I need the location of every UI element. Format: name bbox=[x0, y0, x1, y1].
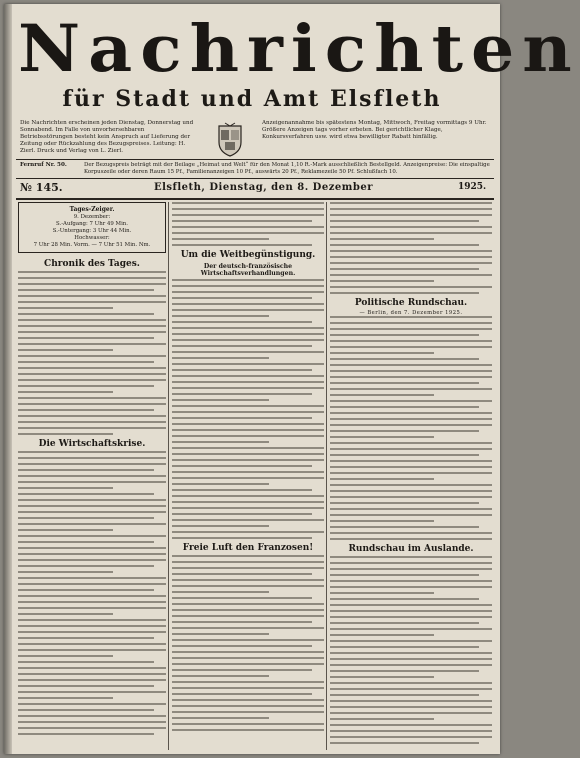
article-text bbox=[172, 202, 324, 246]
subscription-info: Der Bezugspreis beträgt mit der Beilage „Heimat und Welt“ für den Monat 1,10 R.-Mark ausschließlich Bestellgeld. Anzeigenpreise: Die einspaltige Korpuszeile oder deren Raum 15 Pf., Familienanzeigen 10 Pf., auswärts 20 Pf., Reklamezeile 50 Pf. Schlußfach 10. bbox=[84, 162, 490, 175]
divider bbox=[16, 198, 494, 200]
coat-of-arms-icon bbox=[216, 122, 244, 158]
masthead-title: Nachrichten bbox=[18, 11, 580, 88]
section-heading: Chronik des Tages. bbox=[44, 259, 140, 269]
article-text bbox=[18, 271, 166, 435]
section-heading: Um die Weitbegünstigung. bbox=[180, 250, 316, 260]
issue-number: № 145. bbox=[20, 181, 63, 194]
article-text bbox=[330, 316, 492, 540]
column-separator bbox=[326, 202, 327, 750]
newspaper-page bbox=[4, 4, 580, 754]
box-date: 9. Dezember: bbox=[73, 214, 111, 220]
column-right bbox=[330, 202, 492, 748]
divider bbox=[16, 178, 494, 179]
article-text bbox=[330, 556, 492, 744]
column-left bbox=[18, 202, 166, 739]
section-heading: Die Wirtschaftskrise. bbox=[38, 439, 146, 449]
box-line: S.-Untergang: 3 Uhr 44 Min. bbox=[52, 228, 132, 234]
column-middle bbox=[172, 202, 324, 735]
box-title: Tages-Zeiger. bbox=[69, 206, 115, 213]
article-text bbox=[172, 279, 324, 539]
box-line: Hochwasser: bbox=[74, 235, 110, 241]
section-heading: Freie Luft den Franzosen! bbox=[182, 543, 314, 553]
box-line: S.-Aufgang: 7 Uhr 49 Min. bbox=[56, 221, 128, 227]
phone-number: Fernruf Nr. 50. bbox=[20, 162, 67, 168]
article-text bbox=[172, 555, 324, 731]
tages-zeiger-box bbox=[18, 202, 166, 253]
place-date: Elsfleth, Dienstag, den 8. Dezember bbox=[154, 182, 373, 193]
box-line: 7 Uhr 28 Min. Vorm. — 7 Uhr 51 Min. Nm. bbox=[33, 242, 151, 248]
masthead-right-notice: Anzeigenannahme bis spätestens Montag, Mittwoch, Freitag vormittags 9 Uhr. Größere Anzeigen tags vorher erbeten. Bei gerichtlicher Klage, Konkursverfahren usw. wird etwa bewilligter Rabatt hinfällig. bbox=[262, 120, 487, 140]
section-heading: Rundschau im Auslande. bbox=[348, 544, 474, 554]
article-text bbox=[330, 202, 492, 294]
dateline: — Berlin, den 7. Dezember 1925. bbox=[359, 310, 463, 316]
column-separator bbox=[168, 202, 169, 750]
year: 1925. bbox=[458, 182, 487, 192]
binding-edge bbox=[4, 4, 12, 754]
divider bbox=[16, 159, 494, 160]
article-text bbox=[18, 451, 166, 735]
section-subheading: Der deutsch-französische Wirtschaftsverhandlungen. bbox=[200, 263, 296, 277]
section-heading: Politische Rundschau. bbox=[354, 298, 468, 308]
masthead-subtitle: für Stadt und Amt Elsfleth bbox=[62, 86, 442, 112]
masthead-left-notice: Die Nachrichten erscheinen jeden Dienstag, Donnerstag und Sonnabend. Im Falle von unvorhersehbaren Betriebsstörungen besteht kein Anspruch auf Lieferung der Zeitung oder Rückzahlung des Bezugspreises. Leitung: H. Zierl. Druck und Verlag von L. Zierl. bbox=[20, 120, 194, 154]
